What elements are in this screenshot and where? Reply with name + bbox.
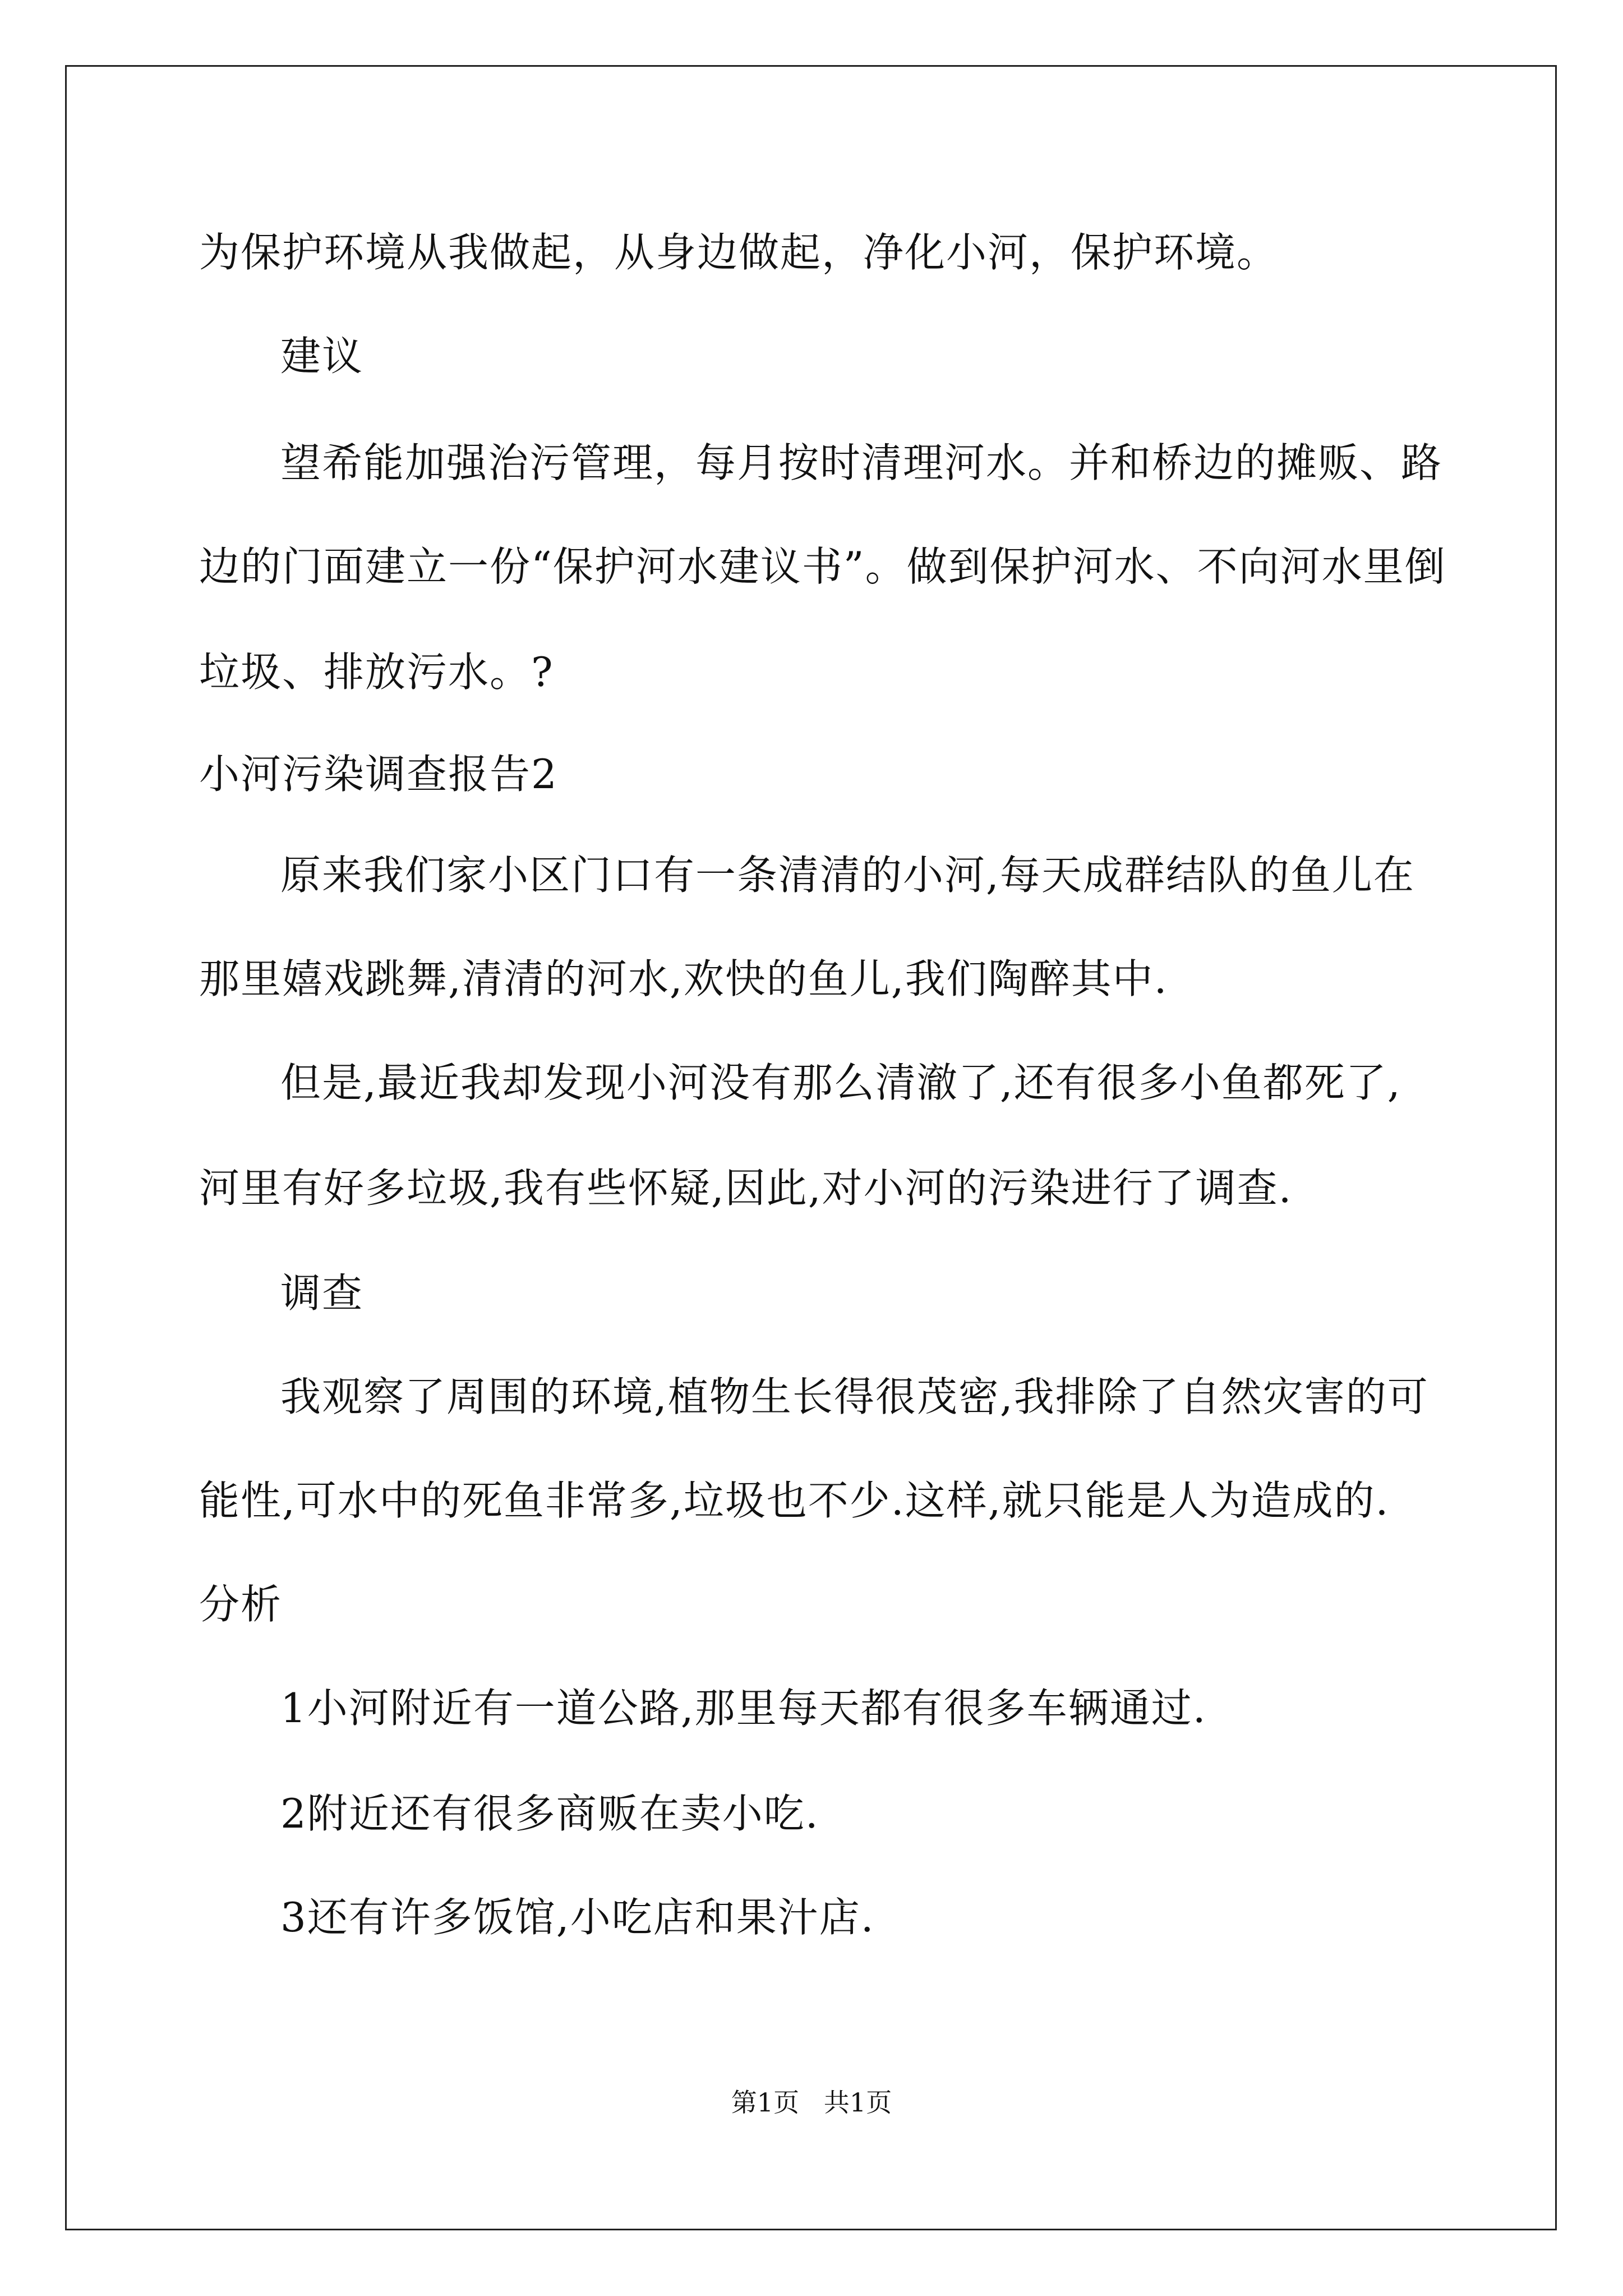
paragraph-line: 河里有好多垃圾,我有些怀疑,因此,对小河的污染进行了调查. <box>199 1165 1293 1212</box>
list-item: 3还有许多饭馆,小吃店和果汁店. <box>280 1894 875 1941</box>
section-heading-analysis: 分析 <box>199 1581 283 1628</box>
section-heading-survey: 调查 <box>280 1269 364 1317</box>
paragraph-line: 那里嬉戏跳舞,清清的河水,欢快的鱼儿,我们陶醉其中. <box>199 955 1168 1002</box>
section-heading-suggestion: 建议 <box>280 333 364 380</box>
paragraph-line: 原来我们家小区门口有一条清清的小河,每天成群结队的鱼儿在 <box>280 852 1415 899</box>
list-item: 1小河附近有一道公路,那里每天都有很多车辆通过. <box>280 1685 1207 1732</box>
paragraph-line: 我观察了周围的环境,植物生长得很茂密,我排除了自然灾害的可 <box>280 1373 1429 1420</box>
paragraph-line: 垃圾、排放污水。? <box>199 648 554 696</box>
paragraph-line: 但是,最近我却发现小河没有那么清澈了,还有很多小鱼都死了, <box>280 1059 1401 1106</box>
page-number-footer: 第1页 共1页 <box>731 2087 892 2118</box>
report-title: 小河污染调查报告2 <box>199 751 558 798</box>
list-item: 2附近还有很多商贩在卖小吃. <box>280 1790 819 1837</box>
paragraph-line: 望希能加强治污管理，每月按时清理河水。并和桥边的摊贩、路 <box>280 439 1443 486</box>
paragraph-line: 边的门面建立一份“保护河水建议书”。做到保护河水、不向河水里倒 <box>199 543 1446 590</box>
paragraph-line: 为保护环境从我做起，从身边做起，净化小河，保护环境。 <box>199 229 1279 276</box>
paragraph-line: 能性,可水中的死鱼非常多,垃圾也不少.这样,就只能是人为造成的. <box>199 1477 1390 1524</box>
